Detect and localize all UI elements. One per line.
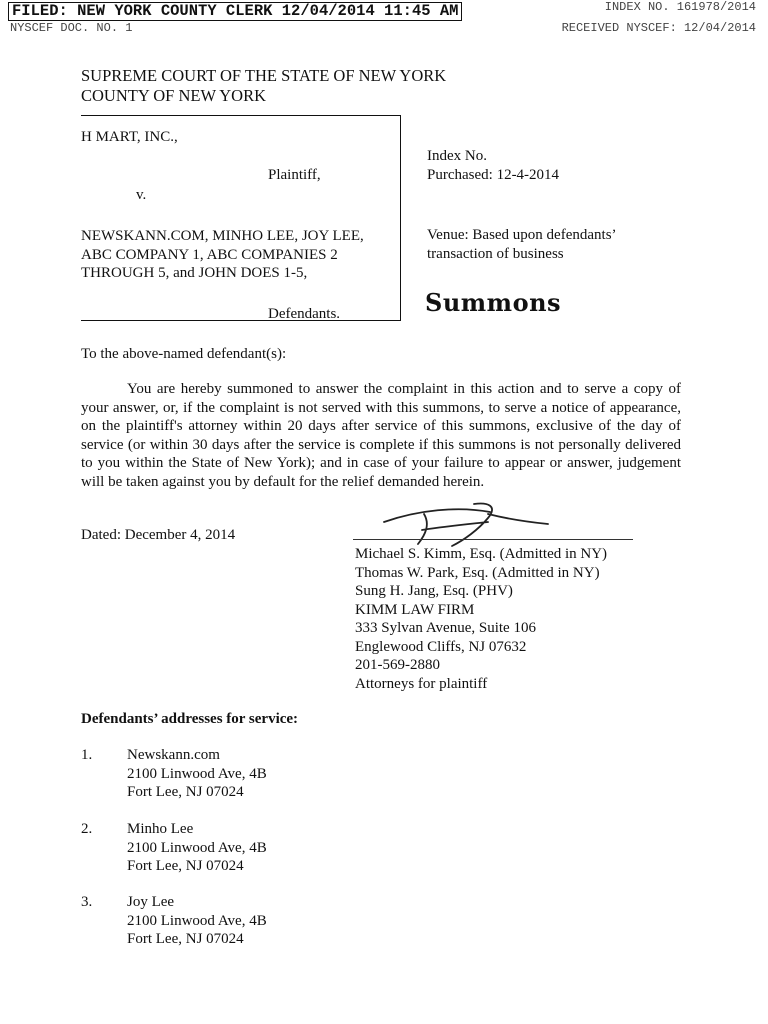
venue-line: transaction of business	[427, 246, 564, 262]
service-item-number: 1.	[81, 747, 93, 763]
firm-address: 333 Sylvan Avenue, Suite 106	[355, 620, 536, 636]
caption-divider	[400, 115, 401, 321]
summons-body	[81, 380, 681, 492]
salutation: To the above-named defendant(s):	[81, 346, 287, 362]
dated-line: Dated: December 4, 2014	[81, 527, 236, 543]
service-item-name: Minho Lee	[127, 821, 194, 837]
service-item-address: 2100 Linwood Ave, 4B	[127, 765, 267, 782]
summons-title: Summons	[425, 288, 562, 317]
firm-address: Englewood Cliffs, NJ 07632	[355, 638, 527, 655]
plaintiff-name: H MART, INC.,	[81, 129, 178, 145]
attorney-signature	[378, 500, 558, 548]
index-label: Index No.	[427, 148, 487, 164]
plaintiff-role: Plaintiff,	[268, 167, 321, 183]
service-item-address: Fort Lee, NJ 07024	[127, 931, 244, 947]
caption-top-rule	[81, 115, 401, 116]
service-item-number: 2.	[81, 821, 93, 837]
index-number: INDEX NO. 161978/2014	[604, 0, 756, 14]
filed-stamp: FILED: NEW YORK COUNTY CLERK 12/04/2014 11:45 AM	[8, 2, 462, 21]
signature-line-text: Thomas W. Park, Esq. (Admitted in NY)	[355, 564, 600, 581]
defendants-line: NEWSKANN.COM, MINHO LEE, JOY LEE,	[81, 228, 364, 244]
signature-block	[355, 545, 607, 693]
service-item-address: 2100 Linwood Ave, 4B	[127, 839, 267, 856]
service-item-address: 2100 Linwood Ave, 4B	[127, 912, 267, 929]
defendants-role: Defendants.	[268, 306, 341, 322]
attorneys-for: Attorneys for plaintiff	[355, 675, 488, 692]
purchased-date: Purchased: 12-4-2014	[427, 167, 560, 183]
court-name: SUPREME COURT OF THE STATE OF NEW YORK	[81, 66, 447, 85]
service-item-number: 3.	[81, 894, 93, 910]
service-heading: Defendants’ addresses for service:	[81, 711, 299, 727]
defendants-line: ABC COMPANY 1, ABC COMPANIES 2	[81, 246, 338, 263]
signature-line-text: Sung H. Jang, Esq. (PHV)	[355, 583, 513, 599]
versus: v.	[136, 187, 147, 203]
received-date: RECEIVED NYSCEF: 12/04/2014	[561, 21, 756, 35]
firm-name: KIMM LAW FIRM	[355, 601, 475, 618]
service-item-name: Newskann.com	[127, 747, 220, 763]
defendants-names	[81, 227, 364, 283]
service-item-address: Fort Lee, NJ 07024	[127, 858, 244, 874]
county-name: COUNTY OF NEW YORK	[81, 86, 267, 105]
service-item-name: Joy Lee	[127, 894, 175, 910]
caption-bottom-rule	[81, 320, 401, 321]
summons-body-text: You are hereby summoned to answer the complaint in this action and to serve a copy of your answer, or, if the complaint is not served with this summons, to serve a notice of appearance, on the plaintiff's attorney within 20 days after service of this summons, exclusive of the day of service (or within 30 days after the service is complete if this summons is not personally delivered to you within the State of New York); and in case of your failure to appear or answer, judgement will be taken against you by default for the relief demanded herein.	[81, 381, 681, 490]
court-heading	[81, 66, 446, 106]
signature-line-text: Michael S. Kimm, Esq. (Admitted in NY)	[355, 546, 608, 562]
venue-line: Venue: Based upon defendants’	[427, 227, 617, 243]
doc-number: NYSCEF DOC. NO. 1	[10, 21, 133, 35]
defendants-line: THROUGH 5, and JOHN DOES 1-5,	[81, 265, 308, 281]
service-item-address: Fort Lee, NJ 07024	[127, 784, 244, 800]
signature-line	[353, 539, 633, 540]
firm-phone: 201-569-2880	[355, 657, 440, 673]
